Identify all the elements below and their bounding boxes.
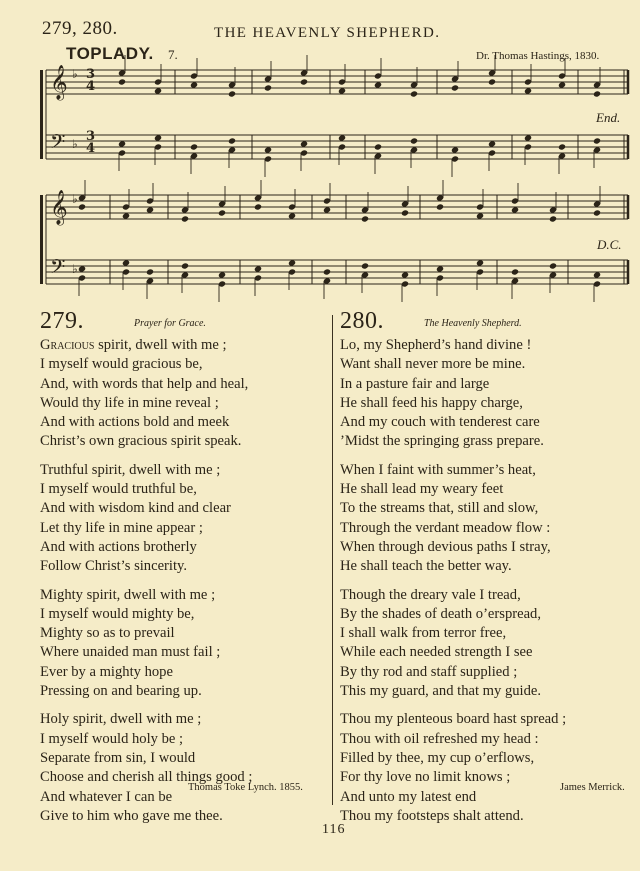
dc-mark: D.C. xyxy=(597,237,622,252)
verse-line: And unto my latest end xyxy=(340,788,477,805)
note-head xyxy=(78,265,86,272)
verse-line: And whatever I can be xyxy=(40,788,173,805)
verse-line: When through devious paths I stray, xyxy=(340,538,551,555)
note-head xyxy=(436,203,444,210)
verse-line: Give to him who gave me thee. xyxy=(40,807,223,824)
note-head xyxy=(401,209,409,216)
note-head xyxy=(323,206,331,213)
bass-clef: 𝄢 xyxy=(50,130,66,158)
verse-line: Follow Christ’s sincerity. xyxy=(40,558,188,575)
note-head xyxy=(218,209,226,216)
verse-line: While each needed strength I see xyxy=(340,644,533,661)
note-head xyxy=(401,271,409,278)
time-signature-bottom: 4 xyxy=(86,79,96,94)
note-head xyxy=(122,212,130,219)
note-head xyxy=(264,146,272,153)
verse-line: Let thy life in mine appear ; xyxy=(40,519,203,536)
time-signature-bottom: 4 xyxy=(86,141,96,156)
note-head xyxy=(361,262,369,269)
note-head xyxy=(410,137,418,144)
note-head xyxy=(549,262,557,269)
bass-clef: 𝄢 xyxy=(50,255,66,283)
stanza xyxy=(40,336,325,452)
note-head xyxy=(451,84,459,91)
hymn-279 xyxy=(40,310,325,835)
note-head xyxy=(338,134,346,141)
hymn-280 xyxy=(340,310,630,835)
verse-line: He shall lead my weary feet xyxy=(340,481,504,498)
note-head xyxy=(146,268,154,275)
note-head xyxy=(488,78,496,85)
key-signature-flat: ♭ xyxy=(72,137,78,151)
verse-line: Where unaided man must fail ; xyxy=(40,644,221,661)
treble-clef: 𝄞 xyxy=(50,190,68,225)
verse-line xyxy=(40,336,325,355)
verse-line: And with actions bold and meek xyxy=(40,414,230,431)
hymn-279-heading xyxy=(40,310,325,336)
note-head xyxy=(511,268,519,275)
note-head xyxy=(218,271,226,278)
note-head xyxy=(436,265,444,272)
verse-line: Would thy life in mine reveal ; xyxy=(40,394,219,411)
note-head xyxy=(476,212,484,219)
column-divider xyxy=(332,315,333,805)
verse-line: And with actions brotherly xyxy=(40,538,197,555)
hymn-280-author: James Merrick. xyxy=(560,782,625,793)
note-head xyxy=(181,215,189,222)
verse-line: In a pasture fair and large xyxy=(340,375,490,392)
hymn-279-number: 279. xyxy=(40,308,84,334)
note-head xyxy=(361,215,369,222)
note-head xyxy=(549,215,557,222)
hymn-280-subtitle: The Heavenly Shepherd. xyxy=(424,318,522,329)
note-head xyxy=(288,212,296,219)
verse-line: To the streams that, still and slow, xyxy=(340,500,539,517)
meter: 7. xyxy=(168,47,178,62)
stanza xyxy=(340,586,630,702)
verse-line: When I faint with summer’s heat, xyxy=(340,461,536,478)
note-head xyxy=(593,137,601,144)
verse-line: Through the verdant meadow flow : xyxy=(340,519,551,536)
note-head xyxy=(558,81,566,88)
stanza xyxy=(340,710,630,826)
verse-line: Separate from sin, I would xyxy=(40,749,196,766)
verse-line: And my couch with tenderest care xyxy=(340,414,540,431)
page-number: 116 xyxy=(322,822,346,837)
key-signature-flat: ♭ xyxy=(72,192,78,206)
note-head xyxy=(288,259,296,266)
note-head xyxy=(374,81,382,88)
note-head xyxy=(593,209,601,216)
verse-line: Thou with oil refreshed my head : xyxy=(340,730,539,747)
note-head xyxy=(300,140,308,147)
note-head xyxy=(154,134,162,141)
end-mark: End. xyxy=(596,110,621,125)
verse-line: By the shades of death o’erspread, xyxy=(340,605,541,622)
note-head xyxy=(323,268,331,275)
verse-line: Though the dreary vale I tread, xyxy=(340,586,521,603)
note-head xyxy=(338,87,346,94)
first-word: Gracious xyxy=(40,337,95,353)
note-head xyxy=(300,78,308,85)
verse-line: This my guard, and that my guide. xyxy=(340,683,542,700)
verse-line: I myself would truthful be, xyxy=(40,481,197,498)
note-head xyxy=(228,137,236,144)
note-head xyxy=(511,206,519,213)
verse-line: Thou my plenteous board hast spread ; xyxy=(340,711,567,728)
note-head xyxy=(190,81,198,88)
verse-line: ’Midst the springing grass prepare. xyxy=(340,433,544,450)
note-head xyxy=(118,78,126,85)
stanza xyxy=(340,461,630,577)
note-head xyxy=(558,143,566,150)
composer-credit: Dr. Thomas Hastings, 1830. xyxy=(476,50,600,62)
time-signature-top: 3 xyxy=(86,129,96,144)
verse-line: Lo, my Shepherd’s hand divine ! xyxy=(340,337,532,353)
verse-line: Mighty so as to prevail xyxy=(40,625,175,642)
note-head xyxy=(122,259,130,266)
verse-line: And with wisdom kind and clear xyxy=(40,500,231,517)
verse-line: Want shall never more be mine. xyxy=(340,356,526,373)
note-head xyxy=(78,203,86,210)
note-head xyxy=(190,143,198,150)
system-brace xyxy=(40,195,43,284)
first-line-rest: spirit, dwell with me ; xyxy=(94,337,227,353)
hymn-numbers: 279, 280. xyxy=(42,18,118,39)
note-head xyxy=(228,90,236,97)
verse-line: Ever by a mighty hope xyxy=(40,663,173,680)
note-head xyxy=(118,140,126,147)
note-head xyxy=(146,206,154,213)
note-head xyxy=(410,90,418,97)
note-head xyxy=(524,87,532,94)
verse-line: I myself would gracious be, xyxy=(40,356,203,373)
note-head xyxy=(488,140,496,147)
verse-line: He shall feed his happy charge, xyxy=(340,394,523,411)
verse-line: I myself would holy be ; xyxy=(40,730,184,747)
note-head xyxy=(254,203,262,210)
hymn-280-number: 280. xyxy=(340,308,384,334)
verse-line: He shall teach the better way. xyxy=(340,558,512,575)
note-head xyxy=(451,146,459,153)
note-head xyxy=(181,262,189,269)
verse-line: Christ’s own gracious spirit speak. xyxy=(40,433,242,450)
verse-line: Pressing on and bearing up. xyxy=(40,683,202,700)
note-head xyxy=(593,90,601,97)
stanza xyxy=(40,710,325,826)
verse-line: And, with words that help and heal, xyxy=(40,375,249,392)
verse-line: Holy spirit, dwell with me ; xyxy=(40,711,202,728)
stanza xyxy=(40,586,325,702)
key-signature-flat: ♭ xyxy=(72,262,78,276)
verse-line: Choose and cherish all things good ; xyxy=(40,769,253,786)
hymn-279-subtitle: Prayer for Grace. xyxy=(134,318,206,329)
tune-name: TOPLADY. xyxy=(66,44,154,63)
note-head xyxy=(154,87,162,94)
page-title: THE HEAVENLY SHEPHERD. xyxy=(214,25,441,41)
system-brace xyxy=(40,70,43,159)
note-head xyxy=(524,134,532,141)
verse-line: For thy love no limit knows ; xyxy=(340,769,511,786)
note-head xyxy=(264,84,272,91)
verse-line: Filled by thee, my cup o’erflows, xyxy=(340,749,535,766)
stanza xyxy=(40,461,325,577)
note-head xyxy=(476,259,484,266)
key-signature-flat: ♭ xyxy=(72,67,78,81)
stanza xyxy=(340,336,630,452)
note-head xyxy=(593,271,601,278)
time-signature-top: 3 xyxy=(86,67,96,82)
note-head xyxy=(374,143,382,150)
hymn-279-author: Thomas Toke Lynch. 1855. xyxy=(188,782,303,793)
verse-line: Truthful spirit, dwell with me ; xyxy=(40,461,221,478)
hymn-280-heading xyxy=(340,310,630,336)
treble-clef: 𝄞 xyxy=(50,65,68,100)
music-score xyxy=(0,0,640,310)
note-head xyxy=(254,265,262,272)
verse-line: Mighty spirit, dwell with me ; xyxy=(40,586,216,603)
verse-line: I myself would mighty be, xyxy=(40,605,195,622)
verse-line: By thy rod and staff supplied ; xyxy=(340,663,518,680)
verse-line: I shall walk from terror free, xyxy=(340,625,507,642)
verse-line: Thou my footsteps shalt attend. xyxy=(340,807,524,824)
